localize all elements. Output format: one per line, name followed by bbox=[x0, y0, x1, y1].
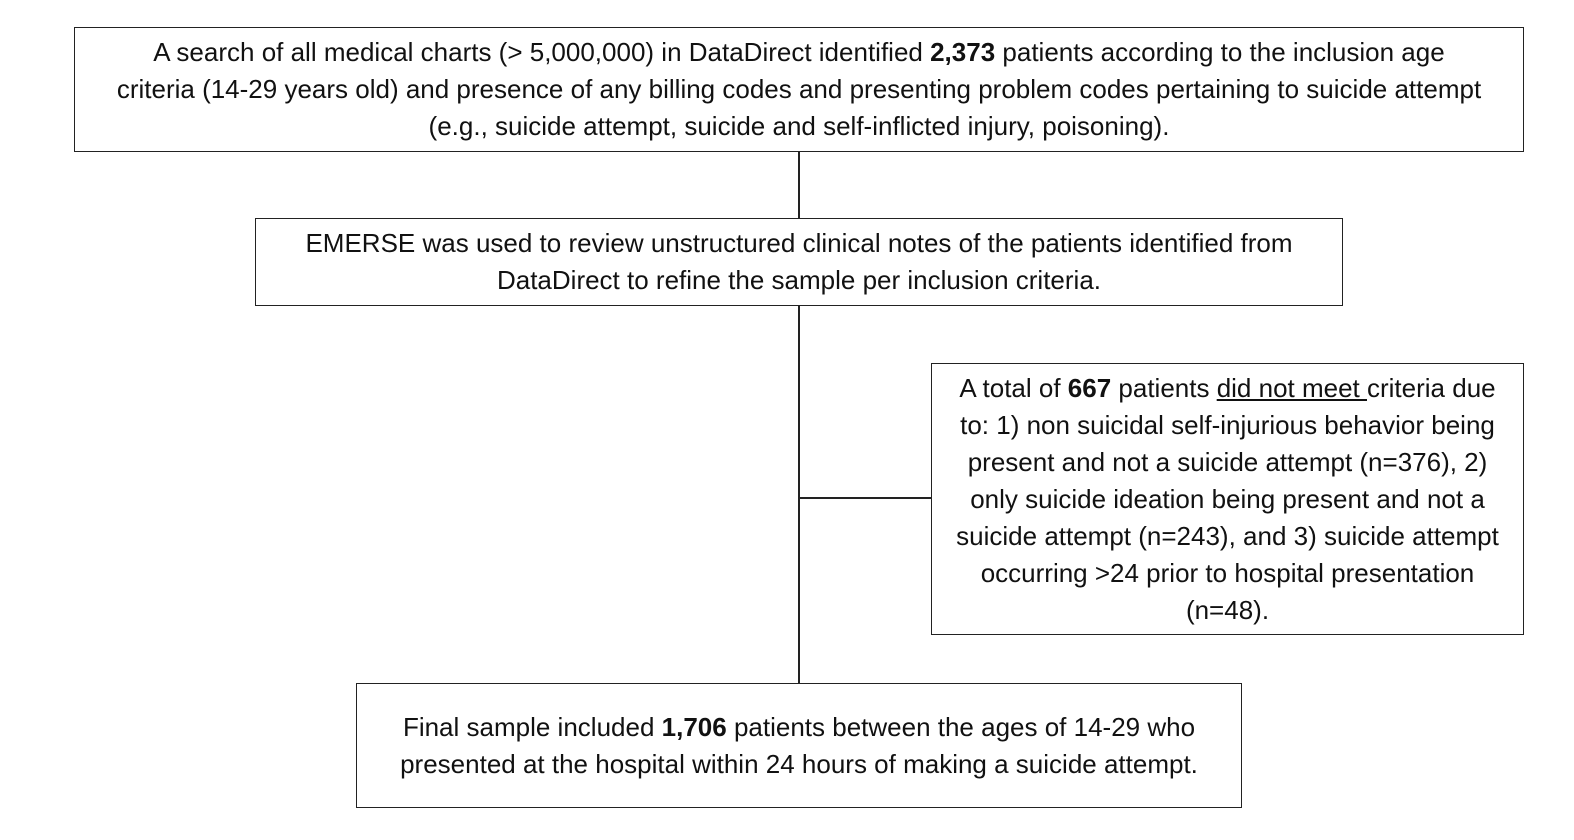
final-count: 1,706 bbox=[661, 711, 727, 742]
connector-emerse-to-final bbox=[798, 306, 800, 683]
search-count: 2,373 bbox=[930, 37, 996, 67]
excluded-count: 667 bbox=[1067, 372, 1112, 403]
final-sample-box bbox=[356, 683, 1242, 808]
excluded-patients-text: A total of 667 patients did not meet criteria due to: 1) non suicidal self-injurious behavior being present and not a suicide attempt (n=376), 2) only suicide ideation being present and not a suicide attempt (n=243), and 3) suicide attempt occurring >24 prior to hospital presentation (n=48). bbox=[956, 372, 1499, 625]
search-step-box bbox=[74, 27, 1524, 152]
did-not-meet-emphasis: did not meet bbox=[1216, 372, 1367, 403]
connector-search-to-emerse bbox=[798, 152, 800, 218]
excluded-patients-box bbox=[931, 363, 1524, 635]
connector-to-excluded bbox=[798, 497, 931, 499]
final-sample-text: Final sample included 1,706 patients between the ages of 14-29 who presented at the hospital within 24 hours of making a suicide attempt. bbox=[400, 711, 1198, 779]
emerse-review-text: EMERSE was used to review unstructured clinical notes of the patients identified from DataDirect to refine the sample per inclusion criteria. bbox=[305, 228, 1293, 295]
emerse-review-box bbox=[255, 218, 1343, 306]
search-step-text: A search of all medical charts (> 5,000,000) in DataDirect identified 2,373 patients according to the inclusion age criteria (14-29 years old) and presence of any billing codes and presenting problem codes pertaining to suicide attempt (e.g., suicide attempt, suicide and self-inflicted injury, poisoning). bbox=[116, 37, 1482, 141]
